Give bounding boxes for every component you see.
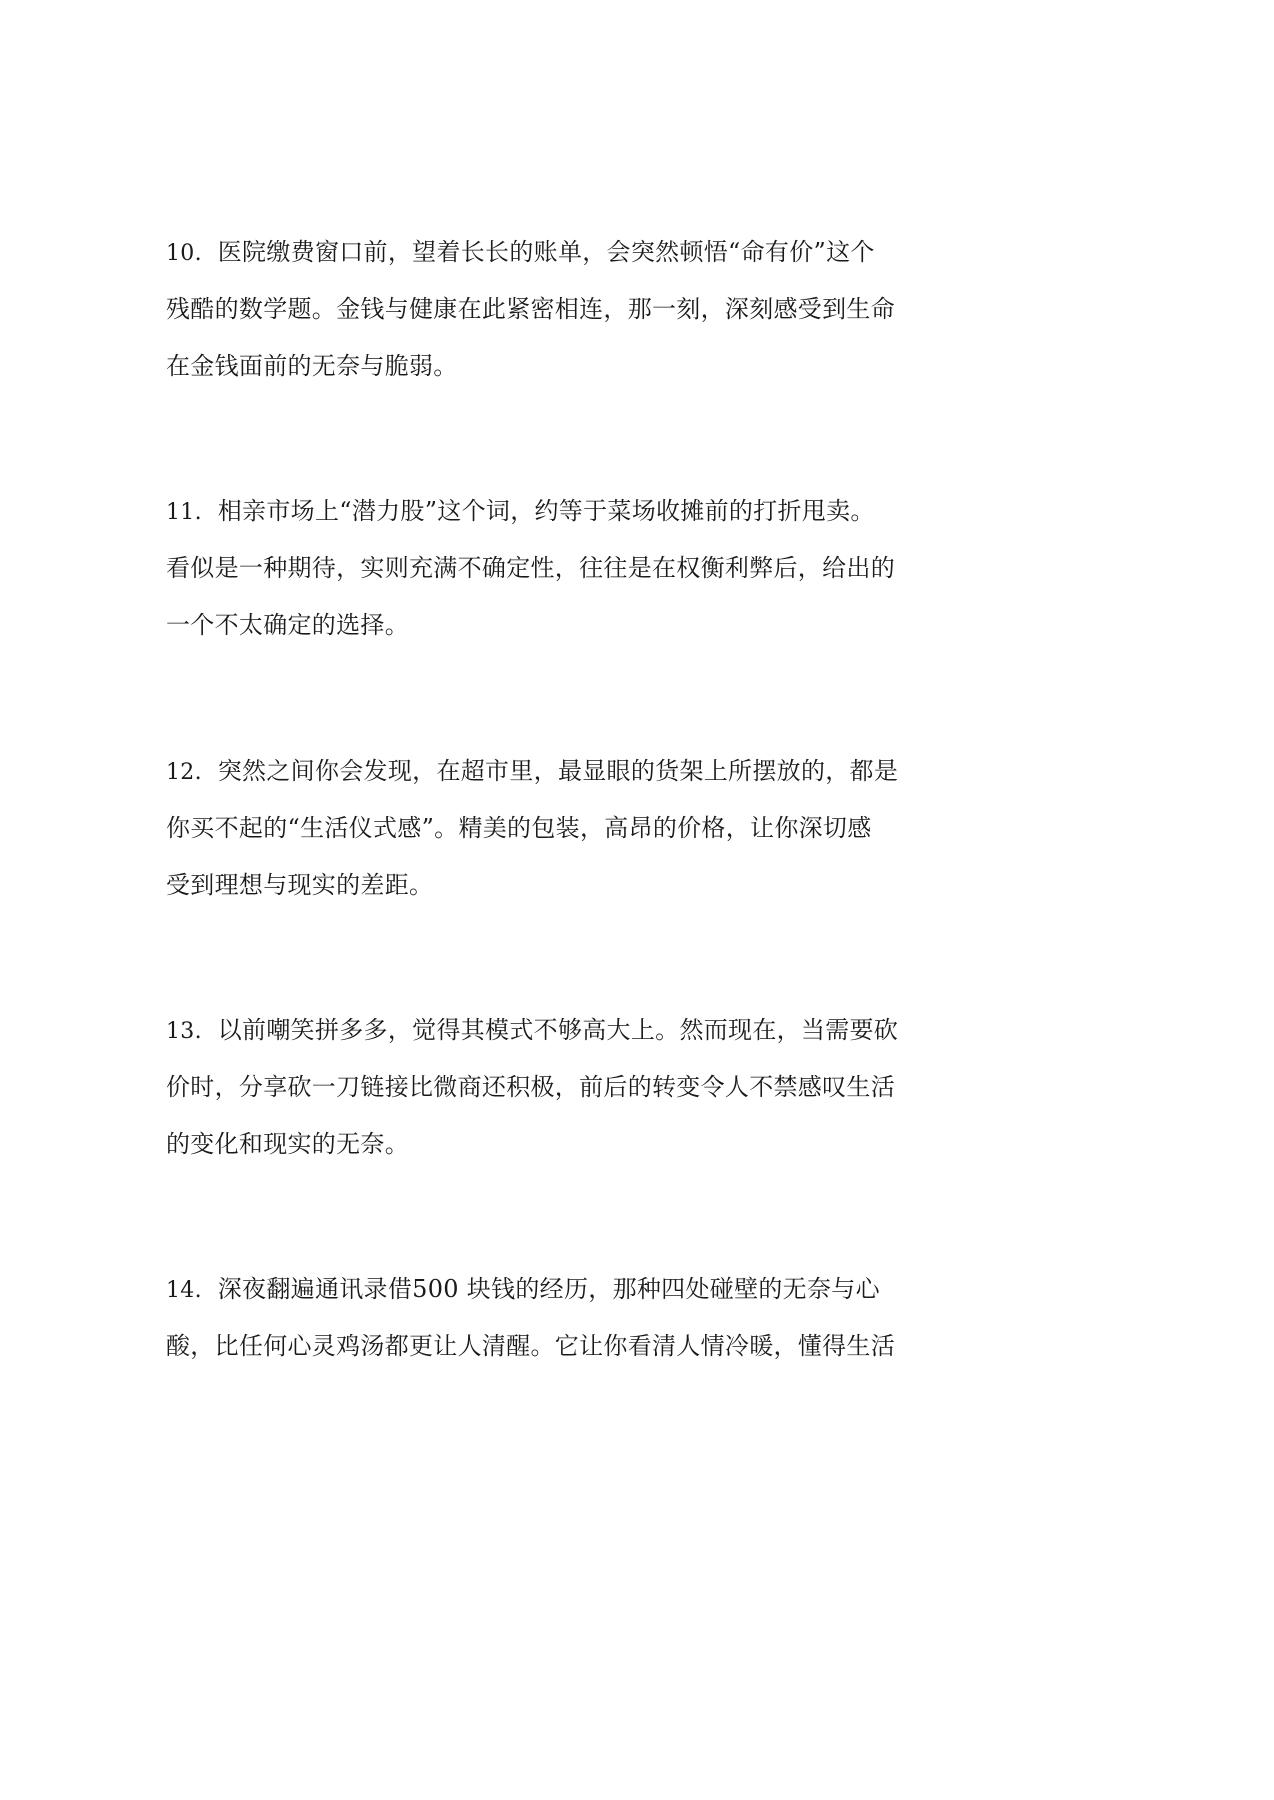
- item-text: 深夜翻遍通讯录借500 块钱的经历，那种四处碰壁的无奈与心: [217, 1275, 880, 1303]
- item-text: 医院缴费窗口前，望着长长的账单，会突然顿悟“命有价”这个: [217, 238, 875, 266]
- text-line: 看似是一种期待，实则充满不确定性，往往是在权衡利弊后，给出的: [166, 554, 895, 582]
- list-item: [166, 483, 944, 654]
- item-number: 13.: [166, 1019, 202, 1044]
- text-line: 酸，比任何心灵鸡汤都更让人清醒。它让你看清人情冷暖，懂得生活: [166, 1332, 895, 1360]
- list-item: [166, 224, 944, 395]
- item-number: 11.: [166, 500, 202, 525]
- list-item: [166, 743, 944, 914]
- text-line: 在金钱面前的无奈与脆弱。: [166, 352, 458, 380]
- text-line: [166, 743, 944, 800]
- item-text: 突然之间你会发现，在超市里，最显眼的货架上所摆放的，都是: [217, 757, 899, 785]
- text-line: [166, 1002, 944, 1059]
- list-item: [166, 1002, 944, 1173]
- text-line: [166, 224, 944, 281]
- text-line: 受到理想与现实的差距。: [166, 871, 434, 899]
- text-line: 价时，分享砍一刀链接比微商还积极，前后的转变令人不禁感叹生活: [166, 1073, 895, 1101]
- text-line: 你买不起的“生活仪式感”。精美的包装，高昂的价格，让你深切感: [166, 814, 872, 842]
- item-text: 以前嘲笑拼多多，觉得其模式不够高大上。然而现在，当需要砍: [217, 1016, 899, 1044]
- item-number: 12.: [166, 760, 202, 785]
- item-number: 14.: [166, 1278, 202, 1303]
- item-number: 10.: [166, 241, 202, 266]
- text-line: 一个不太确定的选择。: [166, 611, 409, 639]
- text-line: 残酷的数学题。金钱与健康在此紧密相连，那一刻，深刻感受到生命: [166, 295, 895, 323]
- text-line: 的变化和现实的无奈。: [166, 1130, 409, 1158]
- item-text: 相亲市场上“潜力股”这个词，约等于菜场收摊前的打折甩卖。: [217, 497, 875, 525]
- text-line: [166, 483, 944, 540]
- list-item: [166, 1261, 944, 1375]
- text-line: [166, 1261, 944, 1318]
